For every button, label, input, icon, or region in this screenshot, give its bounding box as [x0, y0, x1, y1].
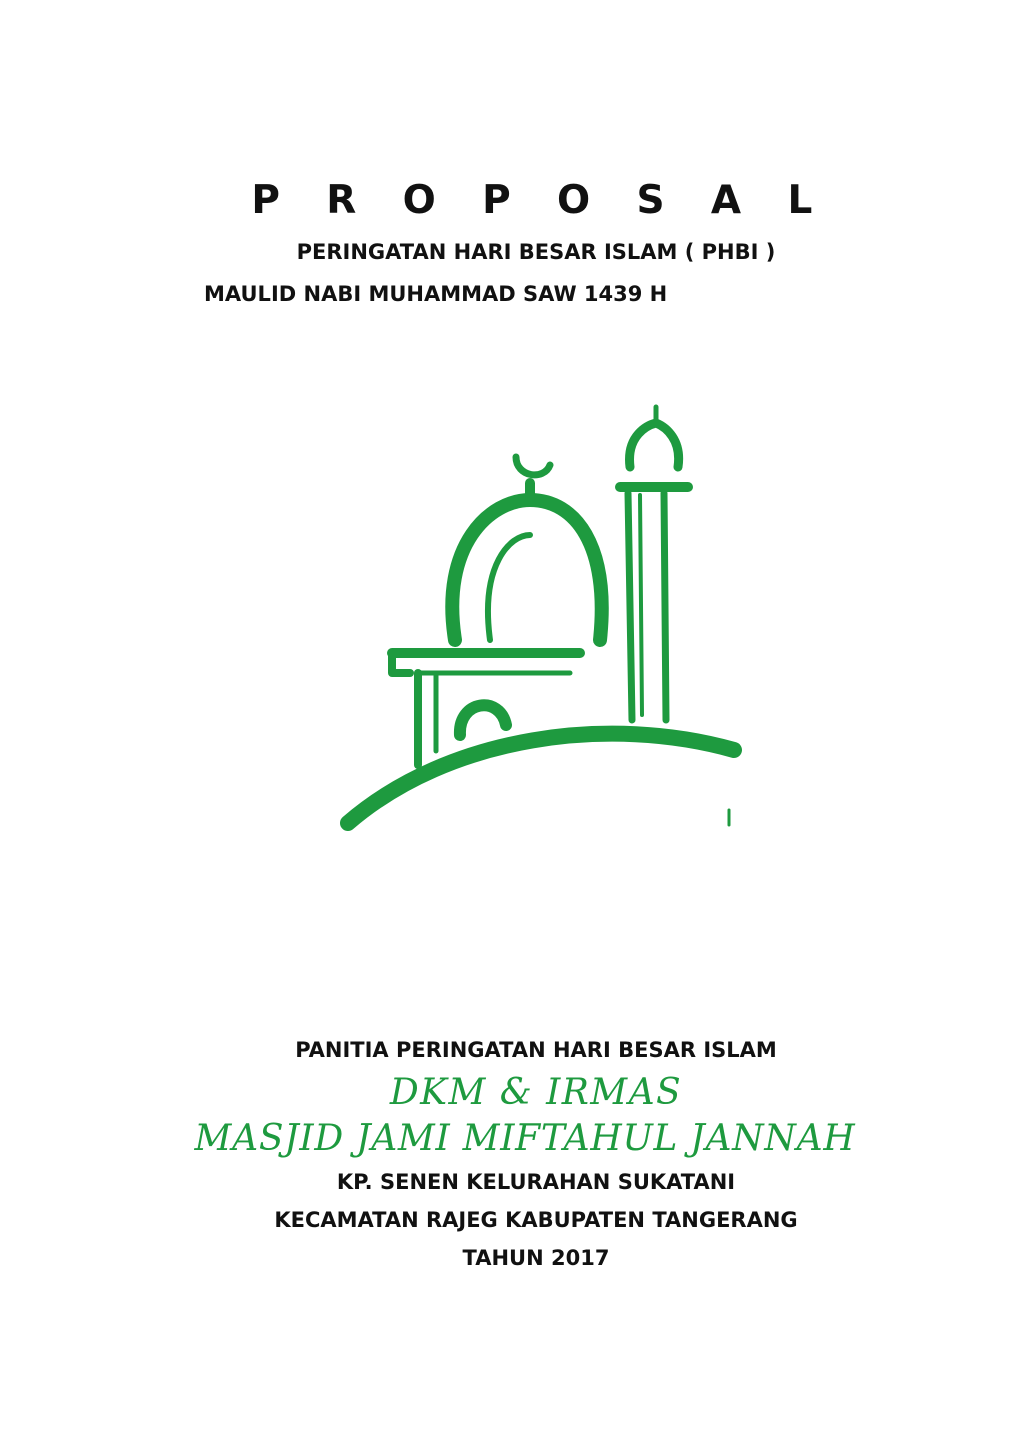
event-name: MAULID NABI MUHAMMAD SAW 1439 H: [204, 282, 668, 306]
year-label: TAHUN 2017: [462, 1246, 610, 1270]
mosque-icon: [330, 395, 750, 845]
mosque-name: MASJID JAMI MIFTAHUL JANNAH: [194, 1118, 856, 1159]
committee-name: PANITIA PERINGATAN HARI BESAR ISLAM: [295, 1038, 777, 1062]
event-subtitle: PERINGATAN HARI BESAR ISLAM ( PHBI ): [296, 240, 776, 264]
address-line-1: KP. SENEN KELURAHAN SUKATANI: [336, 1170, 736, 1194]
group-name: DKM & IRMAS: [389, 1072, 683, 1113]
proposal-title: P R O P O S A L: [251, 178, 829, 223]
address-line-2: KECAMATAN RAJEG KABUPATEN TANGERANG: [274, 1208, 798, 1232]
